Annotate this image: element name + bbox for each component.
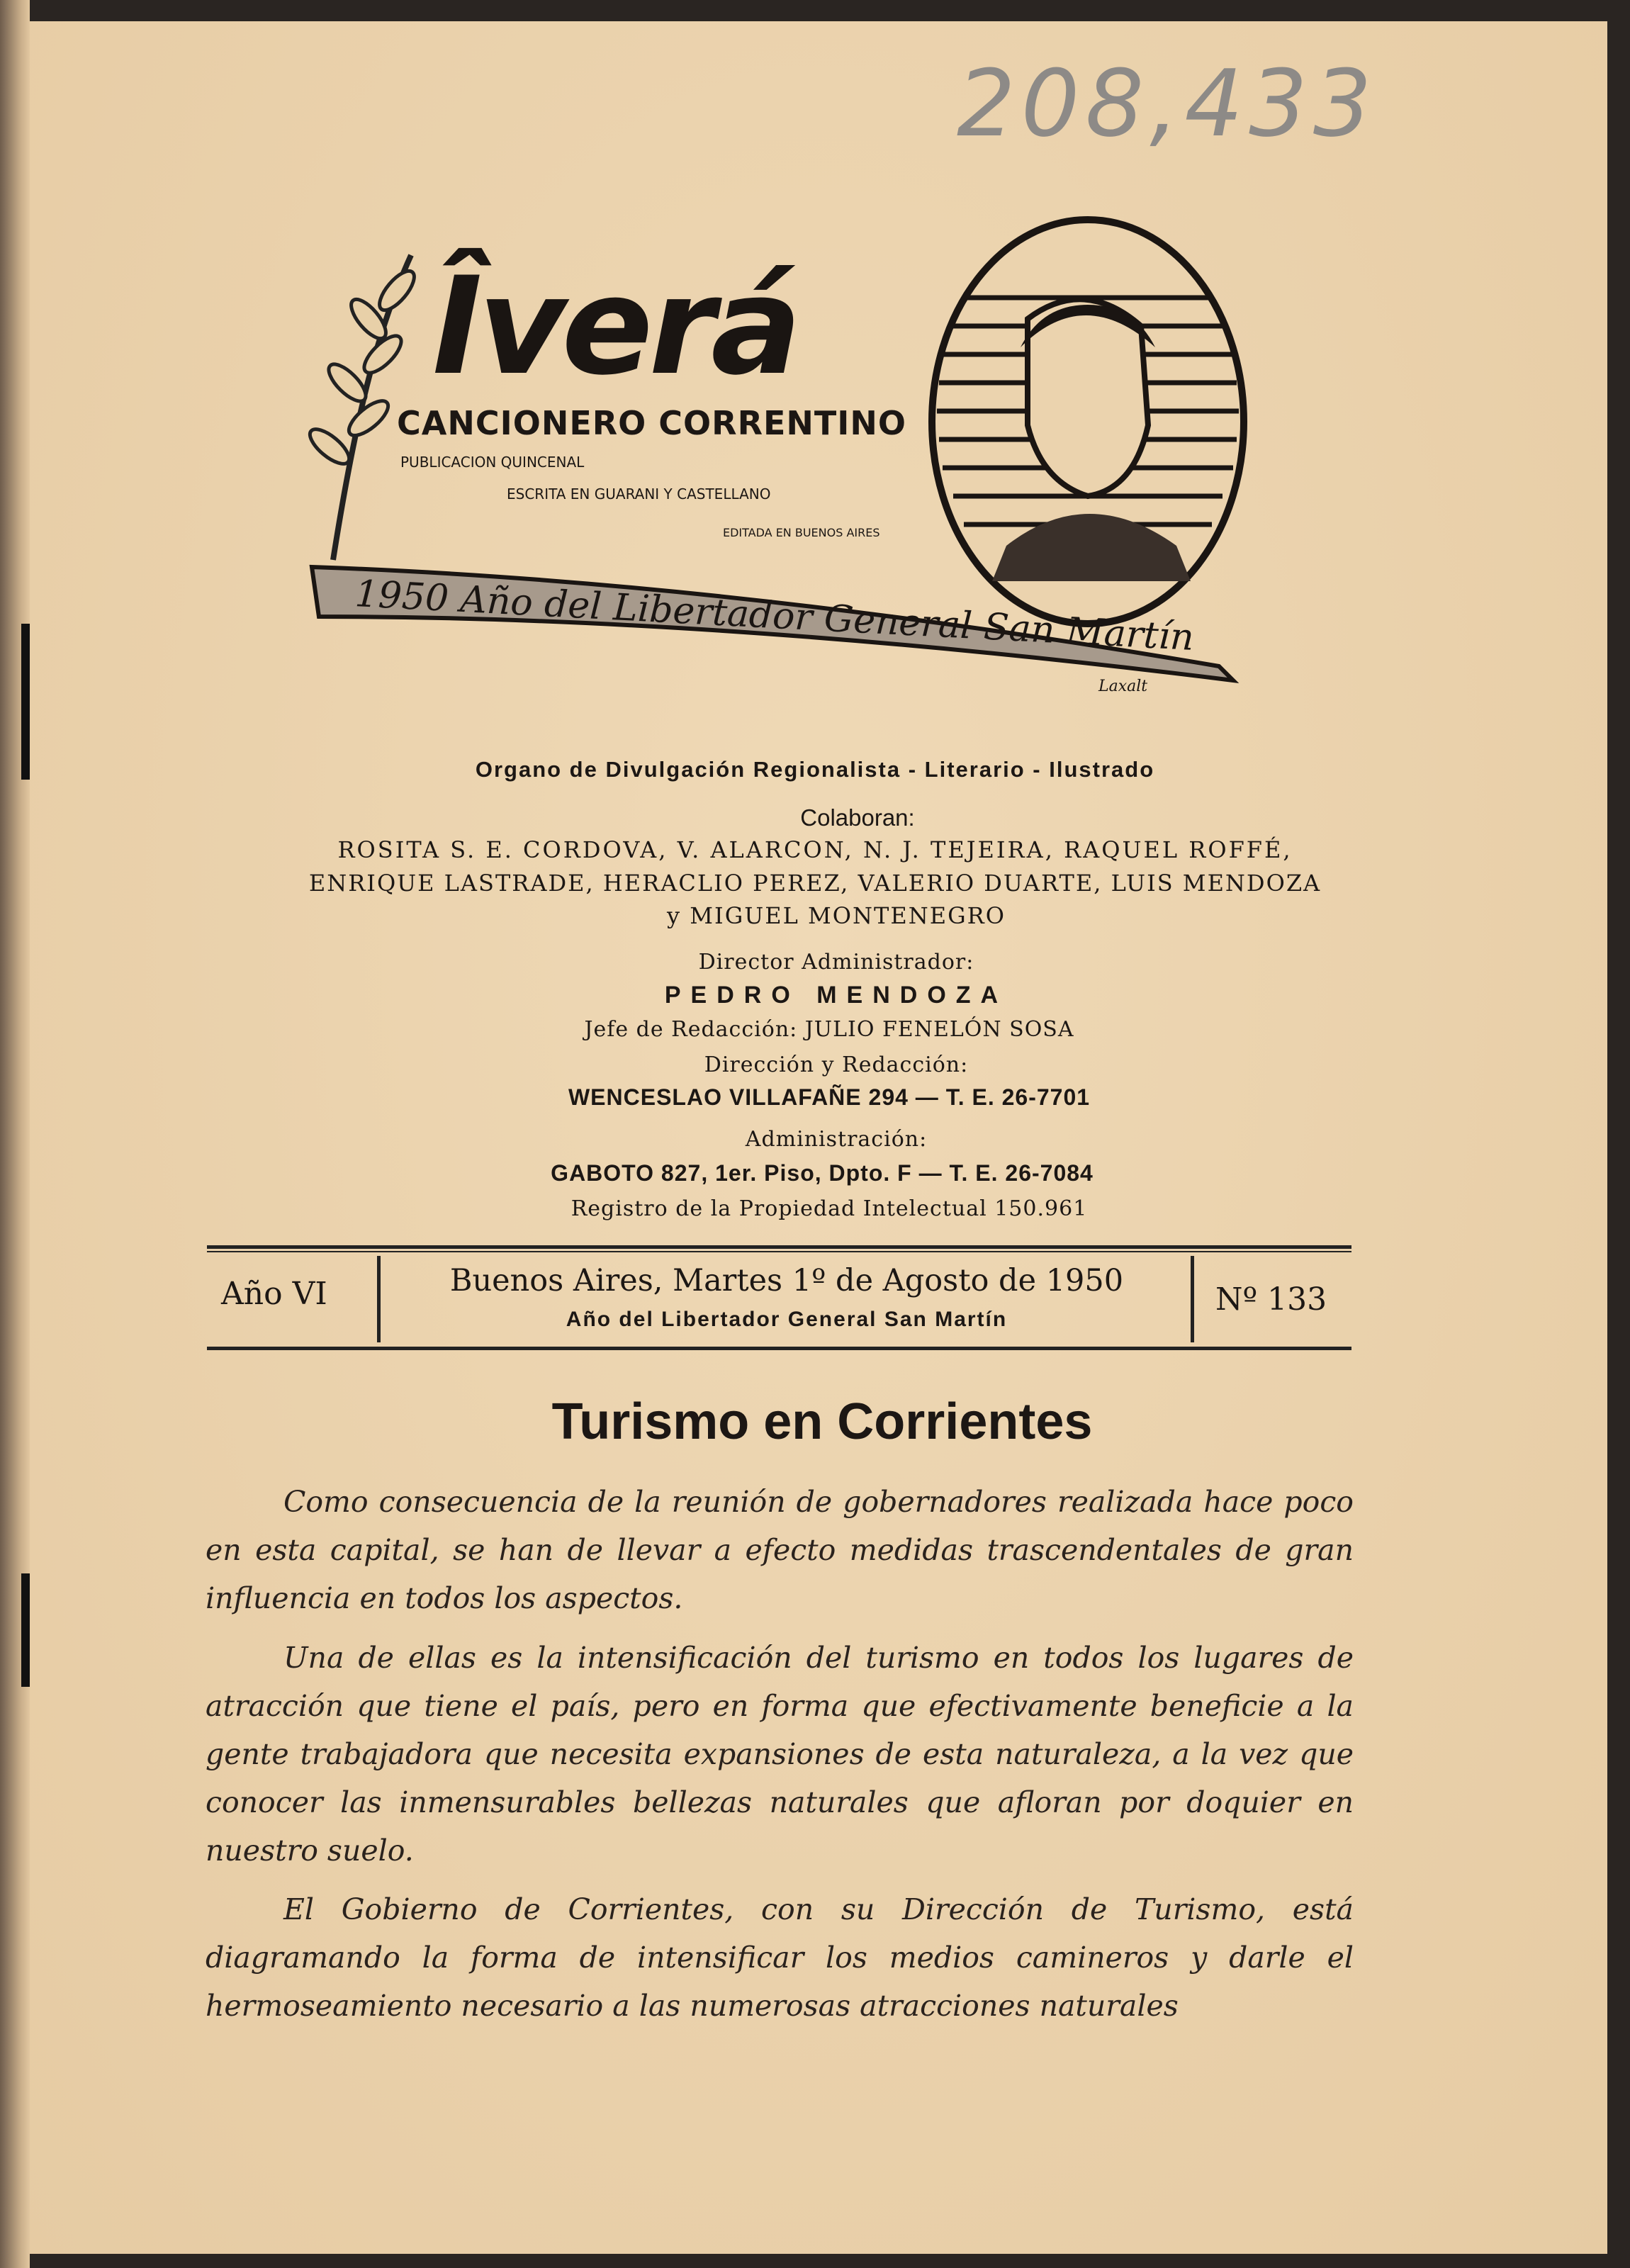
administration-label: Administración: bbox=[745, 1127, 928, 1152]
binding-mark bbox=[21, 1573, 30, 1687]
article-paragraph: El Gobierno de Corrientes, con su Dirección de Turismo, está diagramando la forma de intensificar los medios camineros y darle el hermoseamiento necesario a las numerosas atracciones naturales bbox=[206, 1892, 1354, 2023]
binding-mark bbox=[21, 624, 30, 780]
masthead-languages: ESCRITA EN GUARANI Y CASTELLANO bbox=[507, 485, 771, 503]
artist-signature: Laxalt bbox=[1098, 678, 1148, 695]
issue-year: Año VI bbox=[221, 1276, 327, 1312]
divider bbox=[377, 1256, 381, 1342]
masthead-frequency: PUBLICACION QUINCENAL bbox=[400, 454, 585, 471]
collaborators-line: y MIGUEL MONTENEGRO bbox=[667, 902, 1006, 929]
publication-description: Organo de Divulgación Regionalista - Literario - Ilustrado bbox=[475, 757, 1155, 782]
issue-number: Nº 133 bbox=[1215, 1281, 1327, 1318]
article-paragraph: Una de ellas es la intensificación del turismo en todos los lugares de atracción que tiene el país, pero en forma que efectivamente beneficie a la gente trabajadora que necesita expansiones de esta naturaleza, a la vez que conocer las inmensurables bellezas naturales que afloran por doquier en nuestro suelo. bbox=[206, 1641, 1354, 1868]
collaborators-line: ROSITA S. E. CORDOVA, V. ALARCON, N. J. TEJEIRA, RAQUEL ROFFÉ, bbox=[337, 836, 1293, 863]
divider bbox=[207, 1251, 1351, 1252]
editorial-address: WENCESLAO VILLAFAÑE 294 — T. E. 26-7701 bbox=[568, 1084, 1091, 1110]
divider bbox=[207, 1245, 1351, 1249]
divider bbox=[207, 1347, 1351, 1350]
article-paragraph: Como consecuencia de la reunión de gobernadores realizada hace poco en esta capital, se han de llevar a efecto medidas trascendentales de gran influencia en todos los aspectos. bbox=[206, 1485, 1354, 1615]
masthead-title: Îverá bbox=[432, 248, 798, 405]
banner-ribbon bbox=[298, 539, 1254, 702]
issue-motto: Año del Libertador General San Martín bbox=[566, 1308, 1008, 1331]
issue-date: Buenos Aires, Martes 1º de Agosto de 1950 bbox=[449, 1263, 1124, 1298]
divider bbox=[1191, 1256, 1194, 1342]
editor-in-chief: Jefe de Redacción: JULIO FENELÓN SOSA bbox=[584, 1017, 1074, 1042]
masthead-edition: EDITADA EN BUENOS AIRES bbox=[723, 526, 880, 539]
administration-address: GABOTO 827, 1er. Piso, Dpto. F — T. E. 26-7084 bbox=[551, 1160, 1094, 1186]
editorial-address-label: Dirección y Redacción: bbox=[704, 1052, 969, 1077]
director-name: PEDRO MENDOZA bbox=[664, 982, 1008, 1009]
article-title: Turismo en Corrientes bbox=[551, 1393, 1093, 1450]
collaborators-line: ENRIQUE LASTRADE, HERACLIO PEREZ, VALERIO DUARTE, LUIS MENDOZA bbox=[308, 870, 1322, 897]
collaborators-label: Colaboran: bbox=[800, 804, 915, 831]
copyright-registry: Registro de la Propiedad Intelectual 150.961 bbox=[570, 1196, 1088, 1221]
director-label: Director Administrador: bbox=[698, 950, 974, 975]
handwritten-catalog-number: 208,433 bbox=[957, 50, 1378, 157]
masthead-subtitle: CANCIONERO CORRENTINO bbox=[397, 404, 907, 442]
banner-text: 1950 Año del Libertador General San Martín bbox=[354, 573, 1196, 660]
